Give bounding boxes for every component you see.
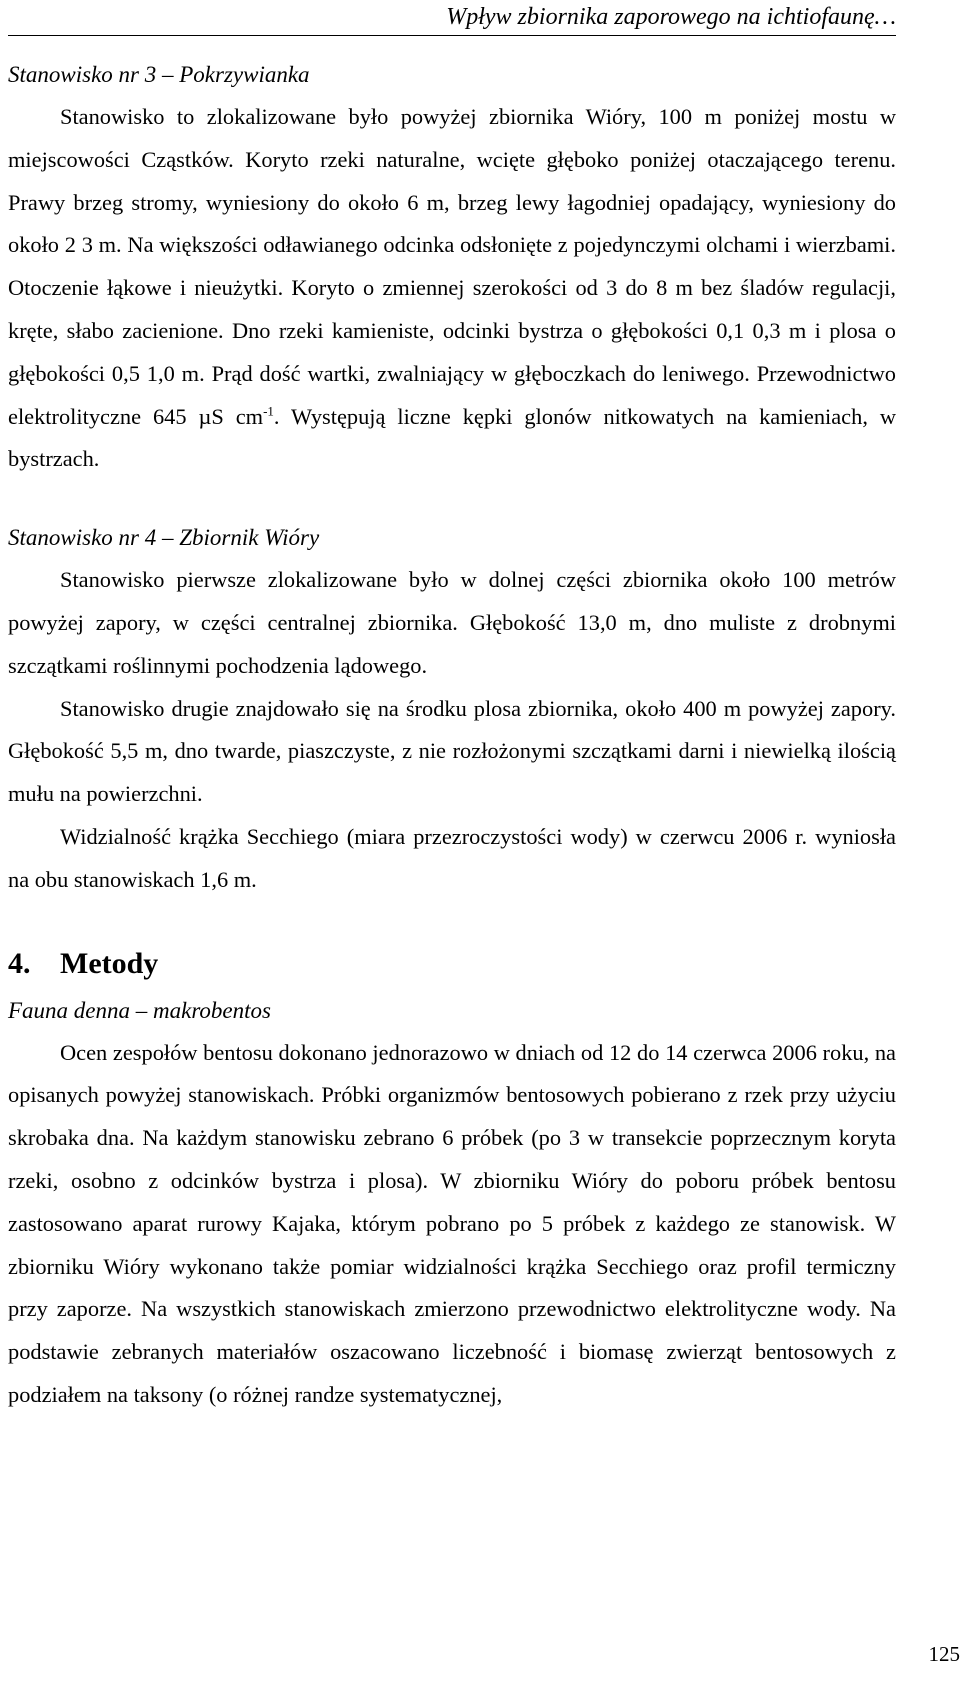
site-3-title: Stanowisko nr 3 – Pokrzywianka: [8, 62, 310, 87]
page-number: 125: [928, 1642, 960, 1666]
unit-exponent: -1: [263, 403, 274, 419]
fauna-paragraph: Ocen zespołów bentosu dokonano jednorazowo w dniach od 12 do 14 czerwca 2006 roku, na opisanych powyżej stanowiskach. Próbki organizmów bentosowych pobierano z rzek przy użyciu skrobaka dna. Na każdym stanowisku zebrano 6 próbek (po 3 w transekcie poprzecznym koryta rzeki, osobno z odcinków bystrza i plosa). W zbiorniku Wióry do poboru próbek bentosu zastosowano aparat rurowy Kajaka, którym pobrano po 5 próbek z każdego ze stanowisk. W zbiorniku Wióry wykonano także pomiar widzialności krążka Secchiego oraz profil termiczny przy zaporze. Na wszystkich stanowiskach zmierzono przewodnictwo elektrolityczne wody. Na podstawie zebranych materiałów oszacowano liczebność i biomasę zwierząt bentosowych z podziałem na taksony (o różnej randze systematycznej,: [8, 1039, 896, 1407]
document-page: [8, 0, 896, 1417]
site-3-text-end: . Występują liczne kępki glonów nitkowatych na kamieniach, w bystrzach.: [8, 403, 896, 472]
site-4-paragraph-2: Stanowisko drugie znajdowało się na środku plosa zbiornika, około 400 m powyżej zapory. Głębokość 5,5 m, dno twarde, piaszczyste, z nie rozłożonymi szczątkami darni i niewielką ilością mułu na powierzchni.: [8, 695, 896, 807]
site-3-section: [8, 54, 896, 481]
chapter-title: Metody: [60, 946, 159, 980]
site-4-title: Stanowisko nr 4 – Zbiornik Wióry: [8, 525, 320, 551]
site-3-text: Stanowisko to zlokalizowane było powyżej zbiornika Wióry, 100 m poniżej mostu w miejscowości Cząstków. Koryto rzeki naturalne, wcięte głęboko poniżej otaczającego terenu. Prawy brzeg stromy, wyniesiony do około 6 m, brzeg lewy łagodniej opadający, wyniesiony do około 2 3 m. Na większości odławianego odcinka odsłonięte z pojedynczymi olchami i wierzbami. Otoczenie łąkowe i nieużytki. Koryto o zmiennej szerokości od 3 do 8 m bez śladów regulacji, kręte, słabo zacienione. Dno rzeki kamieniste, odcinki bystrza o głębokości 0,1 0,3 m i plosa o głębokości 0,5 1,0 m. Prąd dość wartki, zwalniający w głęboczkach do leniwego. Przewodnictwo elektrolityczne 645 µS cm: [8, 104, 896, 429]
fauna-title: Fauna denna – makrobentos: [8, 997, 271, 1023]
site-3-paragraph: [8, 96, 896, 481]
chapter-number: 4.: [8, 946, 31, 980]
site-4-paragraph-1: Stanowisko pierwsze zlokalizowane było w dolnej części zbiornika około 100 metrów powyżej zapory, w części centralnej zbiornika. Głębokość 13,0 m, dno muliste z drobnymi szczątkami roślinnymi pochodzenia lądowego.: [8, 567, 896, 678]
chapter-heading: [8, 938, 896, 990]
fauna-section: [8, 990, 896, 1417]
site-4-section: [8, 517, 896, 901]
running-header: Wpływ zbiornika zaporowego na ichtiofaunę…: [8, 0, 896, 36]
site-4-paragraph-3: Widzialność krążka Secchiego (miara przezroczystości wody) w czerwcu 2006 r. wyniosła na obu stanowiskach 1,6 m.: [8, 823, 896, 892]
